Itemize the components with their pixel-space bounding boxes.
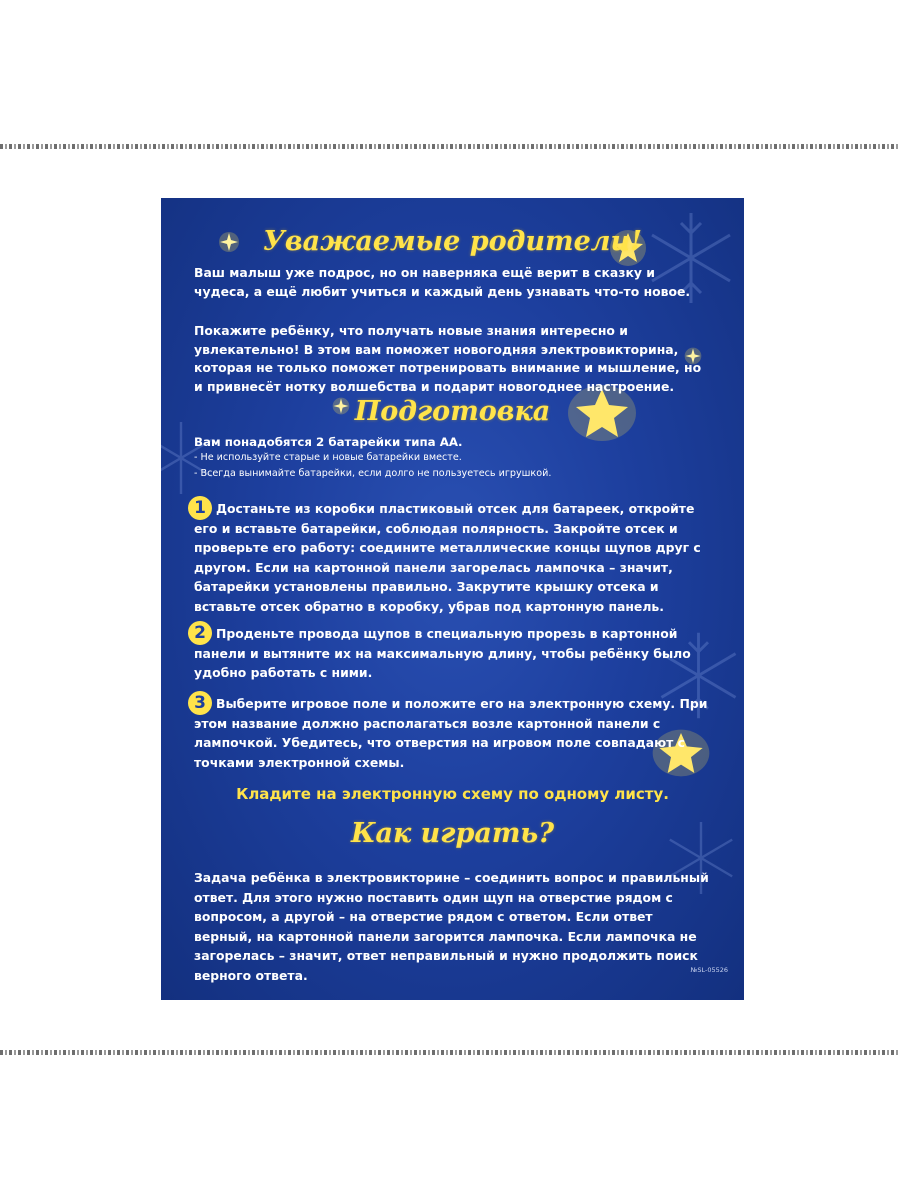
battery-note-1: - Не используйте старые и новые батарейки вместе.	[194, 452, 462, 463]
preparation-heading: Подготовка	[354, 396, 551, 427]
parents-heading: Уважаемые родители!	[262, 226, 643, 257]
step-2-text: Проденьте провода щупов в специальную прорезь в картонной панели и вытяните их на максимальную длину, чтобы ребёнку было удобно работать с ними.	[194, 626, 691, 680]
step-2-number: 2	[188, 621, 212, 645]
intro-paragraph-2: Покажите ребёнку, что получать новые знания интересно и увлекательно! В этом вам поможет новогодняя электровикторина, которая не только поможет потренировать внимание и мышление, но и привнесёт нотку волшебства и подарит новогоднее настроение.	[194, 323, 702, 394]
intro-paragraph-1: Ваш малыш уже подрос, но он наверняка ещё верит в сказку и чудеса, а ещё любит учиться и каждый день узнавать что-то новое.	[194, 265, 691, 299]
product-code: №SL-05526	[690, 966, 728, 974]
how-to-play-heading: Как играть?	[350, 818, 555, 849]
one-sheet-note: Кладите на электронную схему по одному листу.	[236, 785, 669, 803]
step-3-number: 3	[188, 691, 212, 715]
top-cut-line	[0, 144, 900, 149]
batteries-needed: Вам понадобятся 2 батарейки типа АА.	[194, 435, 463, 449]
step-1-text: Достаньте из коробки пластиковый отсек для батареек, откройте его и вставьте батарейки, соблюдая полярность. Закройте отсек и проверьте его работу: соедините металлические концы щупов друг с другом. Если на картонной панели загорелась лампочка – значит, батарейки установлены правильно. Закрутите крышку отсека и вставьте отсек обратно в коробку, убрав под картонную панель.	[194, 501, 701, 614]
how-to-play-text: Задача ребёнка в электровикторине – соединить вопрос и правильный ответ. Для этого нужно поставить один щуп на отверстие рядом с вопросом, а другой – на отверстие рядом с ответом. Если ответ верный, на картонной панели загорится лампочка. Если лампочка не загорелась – значит, ответ неправильный и нужно продолжить поиск верного ответа.	[194, 870, 709, 983]
step-3-text: Выберите игровое поле и положите его на электронную схему. При этом название должно располагаться возле картонной панели с лампочкой. Убедитесь, что отверстия на игровом поле совпадают с точками электронной схемы.	[194, 696, 708, 770]
step-1-number: 1	[188, 496, 212, 520]
bottom-cut-line	[0, 1050, 900, 1055]
instruction-sheet	[161, 198, 744, 1000]
battery-note-2: - Всегда вынимайте батарейки, если долго не пользуетесь игрушкой.	[194, 468, 552, 479]
